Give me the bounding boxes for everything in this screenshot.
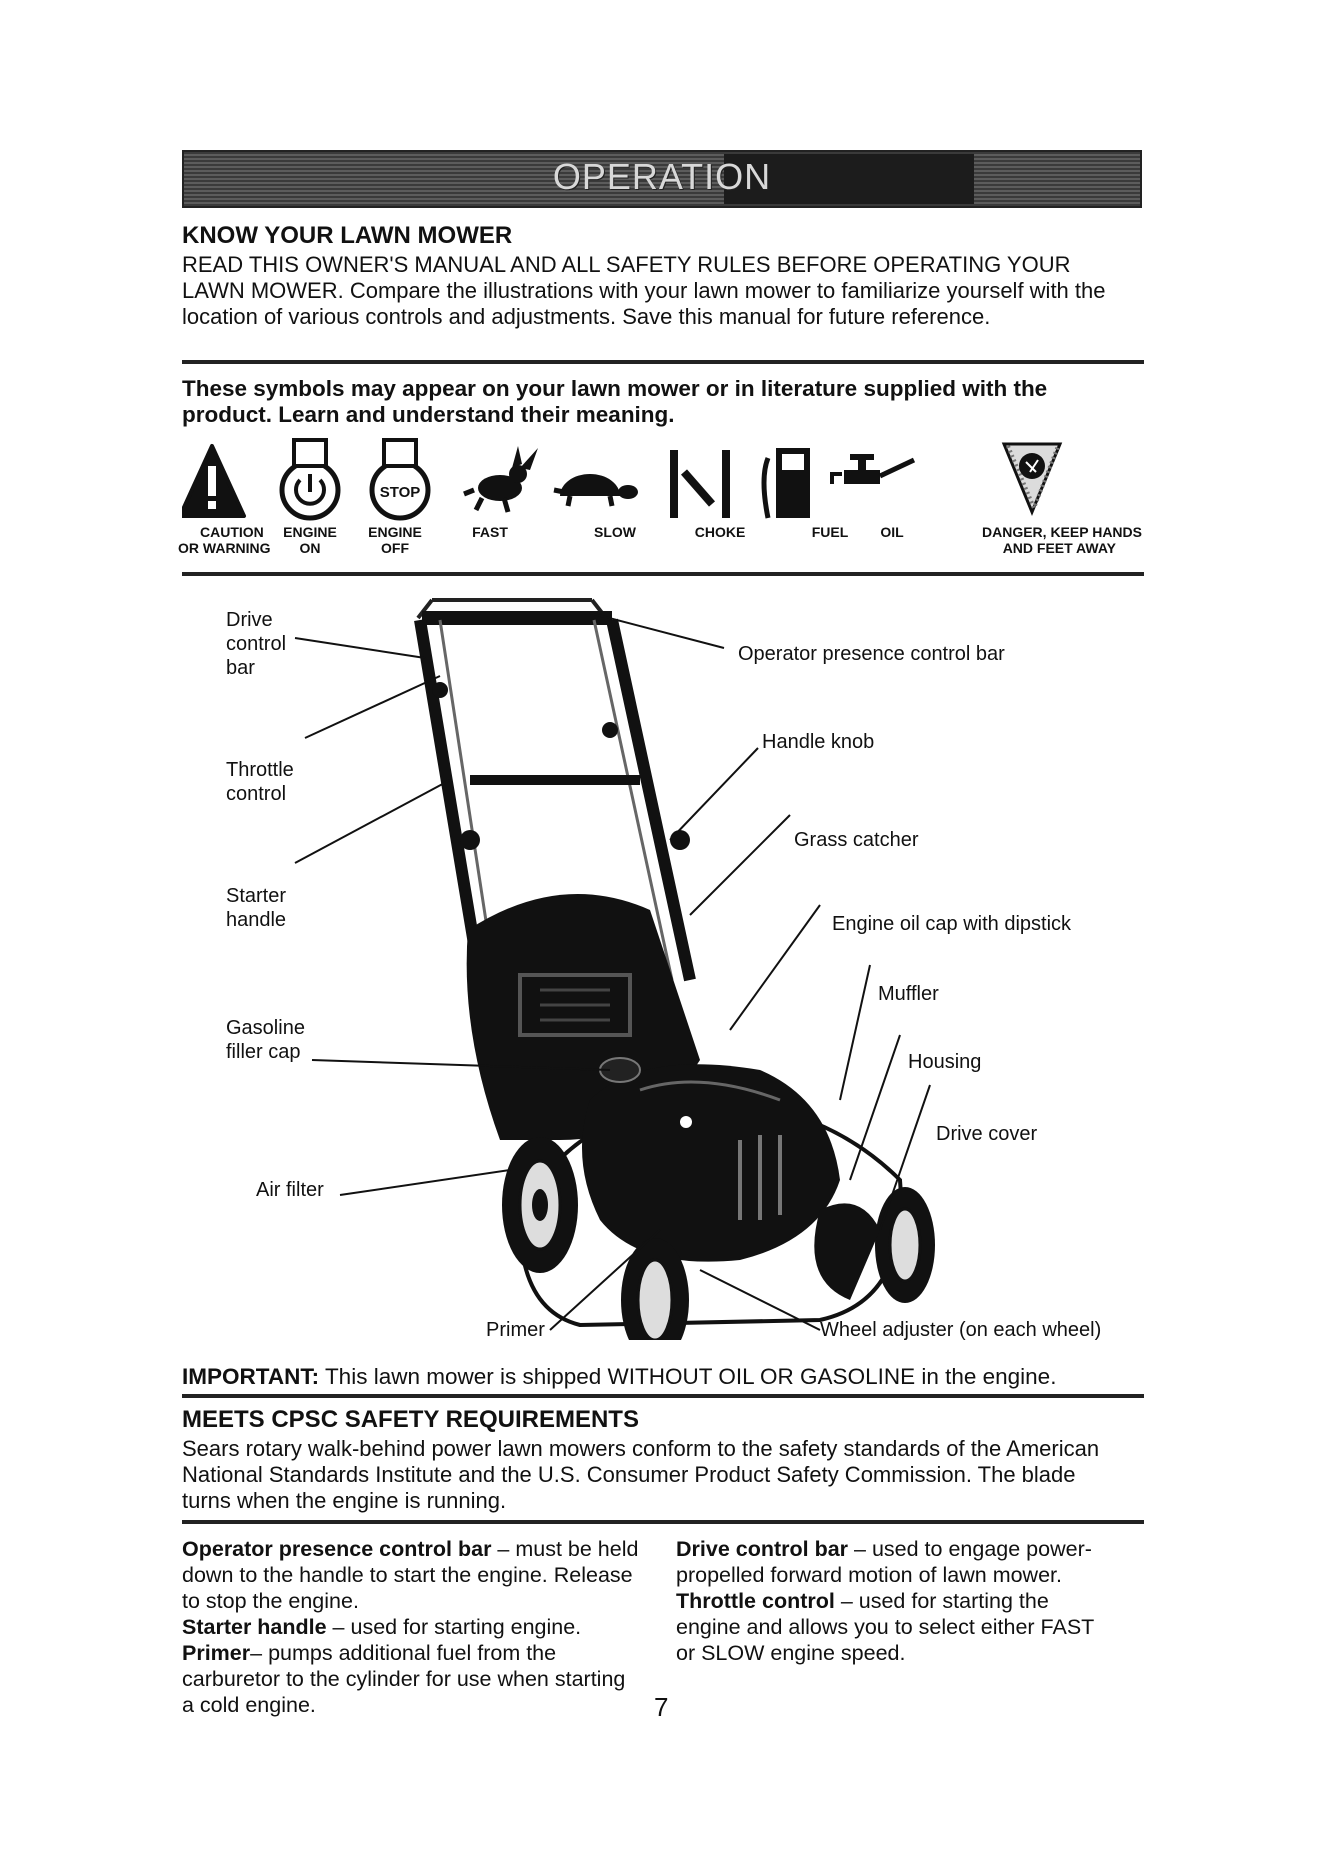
- know-lead: READ THIS OWNER'S MANUAL AND ALL SAFETY RULES BEFORE OPERATING YOUR LAWN MOWER.: [182, 252, 1071, 303]
- definition-throttle-control: [676, 1588, 1116, 1666]
- label-drive-control-bar: [226, 608, 286, 680]
- label-air-filter: Air filter: [256, 1179, 324, 1201]
- label-grass-catcher: Grass catcher: [794, 829, 919, 851]
- choke-icon: [670, 450, 730, 518]
- important-note: [182, 1364, 1144, 1390]
- caution-warning-icon: [182, 446, 244, 516]
- know-heading: KNOW YOUR LAWN MOWER: [182, 222, 513, 249]
- divider: [182, 1394, 1144, 1398]
- symbol-label-line2: OR WARNING: [178, 540, 271, 556]
- definition-separator: –: [491, 1537, 516, 1561]
- label-line: Throttle: [226, 759, 294, 781]
- label-handle-knob: Handle knob: [762, 731, 875, 753]
- fuel-pump-icon: [764, 448, 810, 518]
- label-starter-handle: [226, 884, 286, 932]
- symbol-label-line1: CAUTION: [200, 524, 264, 540]
- definition-separator: –: [834, 1589, 859, 1613]
- definitions-left: [182, 1536, 642, 1718]
- label-line: Gasoline: [226, 1017, 305, 1039]
- definition-term: Primer: [182, 1641, 251, 1665]
- definition-text: pumps additional fuel from the carburetor to the cylinder for use when starting a cold engine.: [182, 1641, 626, 1717]
- definition-term: Operator presence control bar: [182, 1537, 492, 1561]
- symbol-label-slow: SLOW: [594, 524, 636, 540]
- label-line: Drive: [226, 609, 273, 631]
- label-housing: Housing: [908, 1051, 982, 1073]
- label-wheel-adjuster: Wheel adjuster (on each wheel): [820, 1319, 1102, 1341]
- label-line: Starter: [226, 885, 287, 907]
- divider: [182, 360, 1144, 364]
- symbol-label-line2: AND FEET AWAY: [1002, 540, 1116, 556]
- know-body: Compare the illustrations with your lawn mower to familiarize yourself with the location of various controls and adjustments. Save this manual for future reference.: [182, 278, 1106, 329]
- definition-separator: –: [326, 1615, 351, 1639]
- fast-rabbit-icon: [464, 446, 538, 512]
- symbol-label-line1: ENGINE: [283, 524, 337, 540]
- divider: [182, 1520, 1144, 1524]
- cpsc-body: Sears rotary walk-behind power lawn mowers conform to the safety standards of the American National Standards Institute and the U.S. Consumer Product Safety Commission. The blade turns when the engine is running.: [182, 1436, 1100, 1513]
- label-engine-oil-cap: Engine oil cap with dipstick: [832, 913, 1072, 935]
- label-primer: Primer: [486, 1319, 545, 1341]
- divider: [182, 572, 1144, 576]
- definitions-right: [676, 1536, 1116, 1666]
- engine-on-icon: [282, 440, 338, 518]
- symbol-label-fast: FAST: [472, 524, 508, 540]
- label-line: handle: [226, 909, 287, 931]
- symbol-label-line2: OFF: [381, 540, 409, 556]
- symbol-label-line1: DANGER, KEEP HANDS: [982, 524, 1142, 540]
- label-line: control: [226, 633, 287, 655]
- lawn-mower-illustration: [0, 580, 1324, 1340]
- definition-term: Starter handle: [182, 1615, 327, 1639]
- symbol-label-engine-off: [350, 524, 440, 556]
- definition-drive-control-bar: [676, 1536, 1116, 1588]
- engine-off-icon: [372, 440, 428, 518]
- symbol-label-engine-on: [265, 524, 355, 556]
- symbols-intro: These symbols may appear on your lawn mower or in literature supplied with the product. Learn and understand their meaning.: [182, 376, 1048, 427]
- symbol-label-line1: ENGINE: [368, 524, 422, 540]
- slow-turtle-icon: [554, 474, 638, 506]
- label-muffler: Muffler: [878, 983, 939, 1005]
- section-banner: [182, 150, 1142, 208]
- definition-primer: [182, 1640, 642, 1718]
- definition-starter-handle: [182, 1614, 642, 1640]
- label-line: control: [226, 783, 287, 805]
- symbol-label-oil: OIL: [880, 524, 904, 540]
- know-paragraph: [182, 252, 1112, 330]
- definition-term: Throttle control: [676, 1589, 835, 1613]
- danger-hand-icon: [1004, 444, 1060, 512]
- definition-text: must be held down to the handle to start the engine. Release to stop the engine.: [182, 1537, 639, 1613]
- symbols-row: [182, 438, 1142, 534]
- svg-text:STOP: STOP: [379, 484, 421, 501]
- label-drive-cover: Drive cover: [936, 1123, 1038, 1145]
- definition-separator: –: [250, 1641, 269, 1665]
- label-line: bar: [226, 657, 255, 679]
- definition-operator-presence: [182, 1536, 642, 1614]
- definition-text: used to engage power-propelled forward motion of lawn mower.: [676, 1537, 1092, 1587]
- oil-can-icon: [832, 454, 914, 484]
- banner-title: OPERATION: [552, 156, 772, 197]
- cpsc-heading: MEETS CPSC SAFETY REQUIREMENTS: [182, 1406, 639, 1433]
- definition-term: Drive control bar: [676, 1537, 849, 1561]
- page-number: 7: [654, 1692, 669, 1722]
- definition-text: used for starting engine.: [350, 1615, 582, 1639]
- definition-text: used for starting the engine and allows you to select either FAST or SLOW engine speed.: [676, 1589, 1094, 1665]
- symbol-label-choke: CHOKE: [694, 524, 746, 540]
- label-line: filler cap: [226, 1041, 301, 1063]
- important-text: This lawn mower is shipped WITHOUT OIL OR GASOLINE in the engine.: [324, 1364, 1057, 1389]
- label-operator-presence-control-bar: Operator presence control bar: [738, 643, 1005, 665]
- label-throttle-control: [226, 758, 294, 806]
- symbol-label-danger: [942, 524, 1142, 556]
- definition-separator: –: [848, 1537, 872, 1561]
- label-gasoline-filler-cap: [226, 1016, 305, 1064]
- symbol-label-line2: ON: [299, 540, 321, 556]
- important-label: IMPORTANT:: [182, 1364, 320, 1389]
- symbol-label-fuel: FUEL: [811, 524, 849, 540]
